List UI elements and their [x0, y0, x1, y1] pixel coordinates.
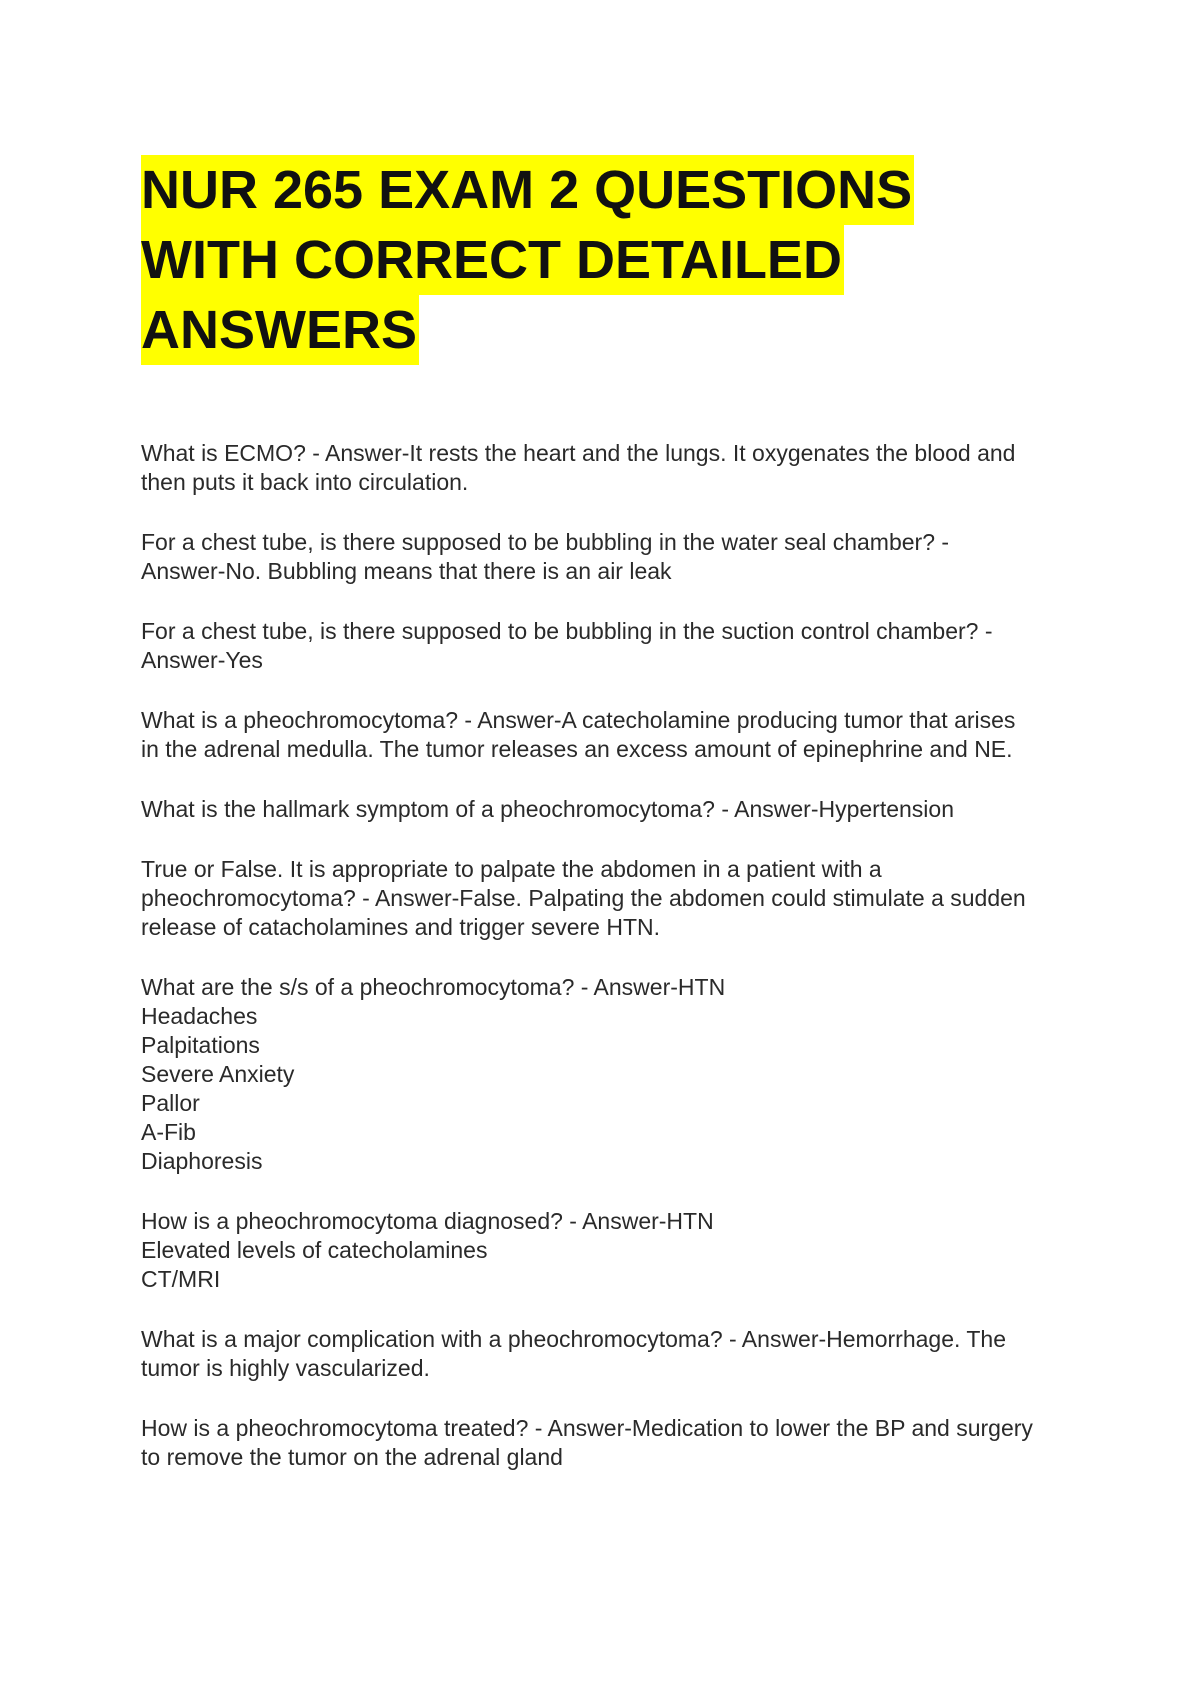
title-line: NUR 265 EXAM 2 QUESTIONS: [141, 155, 914, 225]
qa-line: Palpitations: [141, 1032, 260, 1058]
qa-line: How is a pheochromocytoma diagnosed? - Answer-HTN: [141, 1208, 714, 1234]
qa-item: [141, 973, 1071, 1176]
qa-line: Headaches: [141, 1003, 258, 1029]
qa-line: tumor is highly vascularized.: [141, 1355, 430, 1381]
qa-line: What is the hallmark symptom of a pheochromocytoma? - Answer-Hypertension: [141, 796, 954, 822]
qa-line: in the adrenal medulla. The tumor releases an excess amount of epinephrine and NE.: [141, 736, 1013, 762]
qa-line: A-Fib: [141, 1119, 196, 1145]
qa-item: [141, 855, 1071, 942]
qa-line: Answer-No. Bubbling means that there is an air leak: [141, 558, 672, 584]
qa-line: to remove the tumor on the adrenal gland: [141, 1444, 563, 1470]
qa-line: For a chest tube, is there supposed to be bubbling in the water seal chamber? -: [141, 529, 950, 555]
qa-line: How is a pheochromocytoma treated? - Answer-Medication to lower the BP and surgery: [141, 1415, 1033, 1441]
qa-item: [141, 528, 1071, 586]
qa-item: [141, 1325, 1071, 1383]
qa-line: Pallor: [141, 1090, 200, 1116]
qa-line: For a chest tube, is there supposed to be bubbling in the suction control chamber? -: [141, 618, 993, 644]
qa-item: [141, 439, 1071, 497]
qa-line: Answer-Yes: [141, 647, 263, 673]
qa-item: [141, 1414, 1071, 1472]
qa-item: [141, 706, 1071, 764]
qa-line: What is a pheochromocytoma? - Answer-A catecholamine producing tumor that arises: [141, 707, 1016, 733]
title-line: WITH CORRECT DETAILED: [141, 225, 844, 295]
qa-line: True or False. It is appropriate to palpate the abdomen in a patient with a: [141, 856, 882, 882]
document-title: [141, 155, 1071, 365]
qa-line: Diaphoresis: [141, 1148, 263, 1174]
qa-list: [141, 439, 1071, 1503]
qa-item: [141, 1207, 1071, 1294]
qa-line: pheochromocytoma? - Answer-False. Palpating the abdomen could stimulate a sudden: [141, 885, 1026, 911]
qa-line: Elevated levels of catecholamines: [141, 1237, 488, 1263]
qa-line: then puts it back into circulation.: [141, 469, 469, 495]
qa-line: Severe Anxiety: [141, 1061, 295, 1087]
qa-line: CT/MRI: [141, 1266, 221, 1292]
document-page: [141, 155, 1071, 1470]
qa-item: [141, 617, 1071, 675]
title-line: ANSWERS: [141, 295, 419, 365]
qa-line: release of catacholamines and trigger severe HTN.: [141, 914, 661, 940]
qa-line: What are the s/s of a pheochromocytoma? - Answer-HTN: [141, 974, 726, 1000]
qa-line: What is a major complication with a pheochromocytoma? - Answer-Hemorrhage. The: [141, 1326, 1006, 1352]
qa-item: [141, 795, 1071, 824]
qa-line: What is ECMO? - Answer-It rests the heart and the lungs. It oxygenates the blood and: [141, 440, 1016, 466]
